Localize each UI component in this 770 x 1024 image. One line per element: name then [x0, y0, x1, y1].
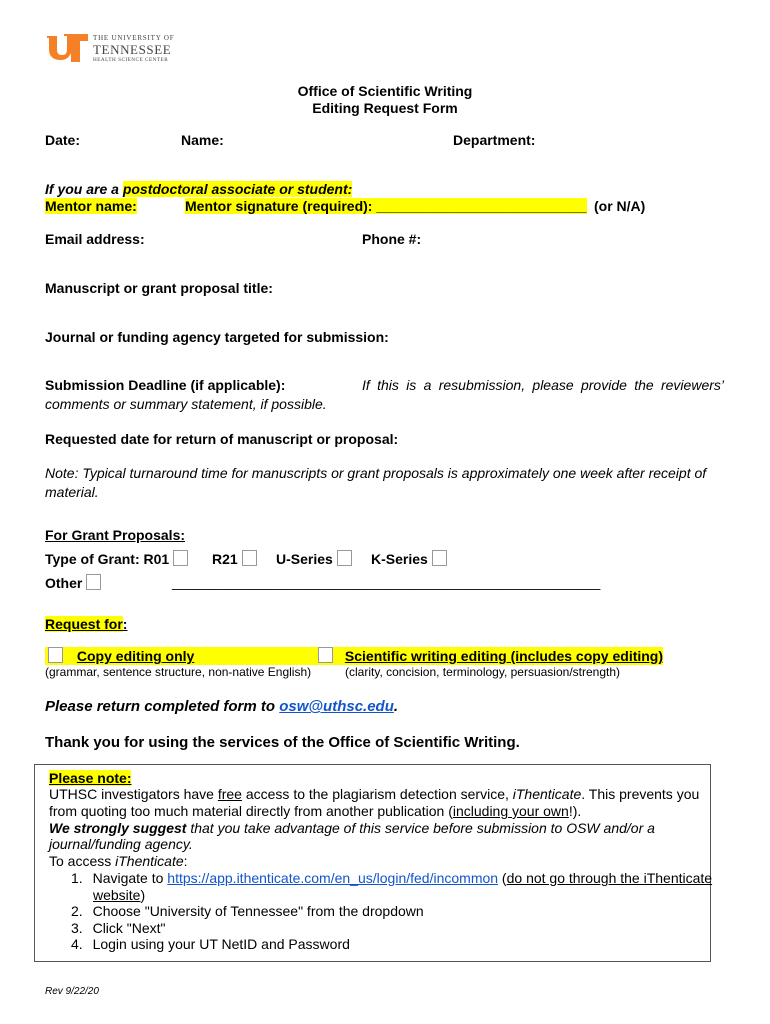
- note-l3b: that you take advantage of this service before submission to OSW and/or a: [186, 820, 655, 836]
- sci-editing-checkbox[interactable]: [318, 647, 333, 663]
- step-text-b: (: [498, 870, 507, 886]
- step-text-d: website: [93, 887, 141, 903]
- form-title: Editing Request Form: [312, 100, 458, 116]
- kseries-checkbox[interactable]: [432, 550, 447, 566]
- copy-editing-checkbox[interactable]: [48, 647, 63, 663]
- note-l5a: To access: [49, 853, 116, 869]
- return-instructions: [45, 698, 398, 715]
- note-l5b: iThenticate: [115, 853, 184, 869]
- note-line-3: [49, 820, 655, 836]
- copy-editing-desc: (grammar, sentence structure, non-native English): [45, 665, 312, 679]
- useries-option: [276, 550, 352, 567]
- note-line-5: [49, 853, 188, 869]
- or-na-label: (or N/A): [594, 198, 646, 214]
- step-number: 2.: [71, 903, 83, 919]
- phone-label: Phone #:: [362, 231, 422, 247]
- other-option: [45, 574, 101, 591]
- step-text-c: do not go through the iThenticate: [506, 870, 713, 886]
- note-line-2: [49, 803, 581, 819]
- request-heading-text: Request for: [45, 616, 123, 632]
- step-4: [71, 936, 350, 952]
- step-number: 1.: [71, 870, 83, 886]
- r21-option: [212, 550, 257, 567]
- step-text: Choose "University of Tennessee" from the dropdown: [92, 903, 424, 919]
- step-3: [71, 920, 166, 936]
- postdoc-prompt: [45, 181, 352, 197]
- copy-editing-label: Copy editing only: [76, 648, 195, 664]
- return-text: Please return completed form to: [45, 698, 280, 715]
- title-label: Manuscript or grant proposal title:: [45, 280, 273, 296]
- name-label: Name:: [181, 132, 224, 148]
- note-l1c: access to the plagiarism detection service,: [241, 786, 513, 802]
- turnaround-note-1: Note: Typical turnaround time for manuscripts or grant proposals is approximately one week after receipt of: [45, 465, 707, 481]
- date-label: Date:: [45, 132, 81, 148]
- other-line: _______________________________________________________: [172, 574, 601, 590]
- logo-line-2: TENNESSEE: [93, 42, 172, 57]
- mentor-signature-label: [185, 198, 587, 214]
- step-text: Login using your UT NetID and Password: [92, 936, 350, 952]
- useries-label: U-Series: [276, 551, 333, 567]
- note-ithenticate: iThenticate: [512, 786, 582, 802]
- logo-wordmark: [93, 35, 174, 63]
- note-l5c: :: [183, 853, 188, 869]
- r01-checkbox[interactable]: [173, 550, 188, 566]
- step-text: Click "Next": [92, 920, 166, 936]
- return-date-label: Requested date for return of manuscript or proposal:: [45, 431, 399, 447]
- step-2: [71, 903, 424, 919]
- kseries-option: [371, 550, 447, 567]
- journal-label: Journal or funding agency targeted for submission:: [45, 329, 389, 345]
- request-heading: [45, 616, 127, 632]
- logo-line-1: THE UNIVERSITY OF: [93, 34, 175, 42]
- resubmission-note-1: If this is a resubmission, please provide the reviewers’: [362, 377, 724, 393]
- useries-checkbox[interactable]: [337, 550, 352, 566]
- deadline-label: Submission Deadline (if applicable):: [45, 377, 286, 393]
- note-l1a: UTHSC investigators have: [49, 786, 218, 802]
- note-line-4: journal/funding agency.: [49, 836, 193, 852]
- grant-type-label: Type of Grant: R01: [45, 551, 170, 567]
- step-number: 3.: [71, 920, 83, 936]
- kseries-label: K-Series: [371, 551, 428, 567]
- resubmission-note-2: comments or summary statement, if possible.: [45, 396, 327, 412]
- request-heading-colon: :: [122, 616, 128, 632]
- step-1-cont: [93, 887, 145, 903]
- note-including-own: including your own: [452, 803, 569, 819]
- other-label: Other: [45, 575, 83, 591]
- note-line-1: [49, 786, 699, 802]
- grant-heading: For Grant Proposals:: [45, 527, 186, 543]
- step-text: Navigate to: [92, 870, 168, 886]
- ut-logo-icon: [45, 34, 89, 62]
- note-l2c: !).: [568, 803, 582, 819]
- logo-line-3: HEALTH SCIENCE CENTER: [93, 57, 169, 63]
- note-strongly-suggest: We strongly suggest: [49, 820, 187, 836]
- note-l2a: from quoting too much material directly from another publication (: [49, 803, 453, 819]
- form-office-title: Office of Scientific Writing: [297, 83, 473, 99]
- note-heading: [49, 770, 131, 786]
- other-checkbox[interactable]: [86, 574, 101, 590]
- r21-label: R21: [212, 551, 238, 567]
- sci-editing-desc: (clarity, concision, terminology, persuasion/strength): [345, 665, 621, 679]
- thank-you-text: Thank you for using the services of the Office of Scientific Writing.: [45, 734, 520, 751]
- sci-editing-label: Scientific writing editing (includes copy editing): [344, 648, 664, 664]
- note-heading-text: Please note:: [49, 770, 132, 786]
- revision-date: Rev 9/22/20: [45, 986, 99, 997]
- ithenticate-link[interactable]: https://app.ithenticate.com/en_us/login/fed/incommon: [167, 870, 499, 886]
- step-number: 4.: [71, 936, 83, 952]
- email-label: Email address:: [45, 231, 145, 247]
- department-label: Department:: [453, 132, 536, 148]
- return-period: .: [393, 698, 399, 715]
- step-text-e: ): [140, 887, 146, 903]
- turnaround-note-2: material.: [45, 484, 99, 500]
- sci-editing-option: [318, 647, 663, 664]
- postdoc-prefix: If you are a: [45, 181, 123, 197]
- mentor-signature-text: Mentor signature (required): ___________________________: [185, 198, 587, 214]
- plagiarism-note-box: [34, 764, 711, 962]
- mentor-name-label: Mentor name:: [45, 198, 137, 214]
- grant-type-row: [45, 550, 188, 567]
- postdoc-highlight: postdoctoral associate or student:: [122, 181, 353, 197]
- note-free: free: [217, 786, 242, 802]
- osw-email-link[interactable]: osw@uthsc.edu: [279, 698, 394, 715]
- note-l1e: . This prevents you: [581, 786, 700, 802]
- uthsc-logo: [45, 34, 185, 64]
- r21-checkbox[interactable]: [242, 550, 257, 566]
- step-1: [71, 870, 712, 886]
- copy-editing-option: [48, 647, 194, 664]
